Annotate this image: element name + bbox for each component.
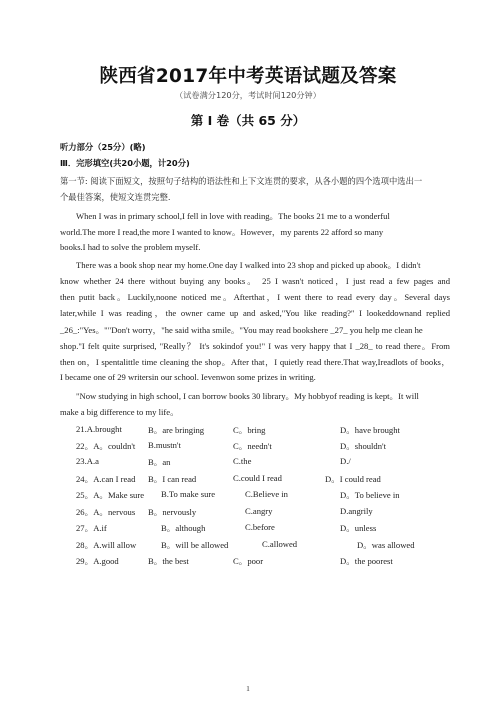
option-c: C。bring [233, 425, 266, 435]
passage-line: When I was in primary school,I fell in love with reading。The books 21 me to a wonderful [76, 211, 390, 221]
option-a: 26。A。nervous [76, 507, 136, 517]
option-c: C.could I read [233, 473, 282, 483]
option-c: C。poor [233, 556, 264, 566]
page-title: 陕西省2017年中考英语试题及答案 [99, 66, 397, 87]
option-d: D。shouldn't [340, 441, 386, 451]
exam-info: （试卷满分120分，考试时间120分钟） [175, 90, 321, 100]
option-a: 22。A。couldn't [76, 441, 136, 451]
passage-line: world.The more I read,the more I wanted to know。However，my parents 22 afford so many [60, 227, 384, 237]
option-b: B。will be allowed [161, 540, 229, 550]
option-c: C.the [233, 456, 252, 466]
passage-line: There was a book shop near my home.One day I walked into 23 shop and picked up abook。I didn't [76, 260, 421, 270]
passage-line: books.I had to solve the problem myself. [60, 242, 201, 252]
passage-line: then putit back。Luckily,noone noticed me。Afterthat，I went there to read every day。Several days [60, 292, 450, 302]
listening-heading: 听力部分（25分）(略) [60, 142, 146, 152]
option-a: 28。A.will allow [76, 540, 137, 550]
option-c: C.before [245, 522, 275, 532]
section-title: 第 I 卷（共 65 分） [190, 113, 306, 128]
passage-line: I became one of 29 writersin our school. Ievenwon some prizes in writing. [60, 372, 316, 382]
passage-line: then on，I spentalittle time cleaning the shop。After that，I quietly read there.That way,Ireadlots of books， [60, 357, 450, 367]
option-d: D。I could read [325, 474, 381, 484]
option-d: D。have brought [340, 425, 400, 435]
option-b: B。an [148, 457, 171, 467]
option-b: B.To make sure [161, 489, 216, 499]
option-d: D.angrily [340, 506, 373, 516]
option-b: B。the best [148, 556, 189, 566]
passage-line: know whether 24 there without buying any books。 25 I wasn't noticed，I just read a few pages and [60, 276, 450, 286]
option-b: B。although [161, 523, 206, 533]
option-c: C.allowed [262, 539, 298, 549]
instruction-line: 第一节: 阅读下面短文，按照句子结构的语法性和上下文连贯的要求，从各小题的四个选项中选出一 [60, 176, 423, 186]
option-a: 24。A.can I read [76, 474, 136, 484]
option-a: 21.A.brought [76, 424, 122, 434]
option-c: C.angry [245, 506, 273, 516]
option-a: 29。A.good [76, 556, 119, 566]
cloze-heading: Ⅲ．完形填空(共20小题，计20分) [60, 158, 190, 168]
page-number: 1 [246, 684, 250, 693]
option-c: C.Believe in [245, 489, 288, 499]
passage-line: "Now studying in high school, I can borrow books 30 library。My hobbyof reading is kept。It will [76, 391, 419, 401]
option-d: D。To believe in [340, 490, 400, 500]
passage-line: later,while I was reading，the owner came up and asked,"You like reading?" I lookeddownand replied [60, 308, 450, 318]
option-b: B.mustn't [148, 440, 181, 450]
option-b: B。I can read [148, 474, 197, 484]
passage-line: make a big difference to my life。 [60, 407, 179, 417]
option-c: C。needn't [233, 441, 272, 451]
instruction-line: 个最佳答案，使短文连贯完整. [60, 192, 171, 202]
passage-line: _26_:"Yes。""Don't worry，"he said witha smile。"You may read bookshere _27_ you help me clean he [60, 325, 423, 335]
passage-line: shop."I felt quite surprised, "Really？ It's sokindof you!" I was very happy that I _28_ to read there。From [60, 341, 450, 351]
option-d: D。unless [340, 523, 377, 533]
option-d: D。was allowed [357, 540, 415, 550]
option-b: B。are bringing [148, 425, 205, 435]
option-d: D./ [340, 456, 351, 466]
option-d: D。the poorest [340, 556, 393, 566]
option-a: 23.A.a [76, 456, 99, 466]
option-b: B。nervously [148, 507, 197, 517]
option-a: 27。A.if [76, 523, 107, 533]
option-a: 25。A。Make sure [76, 490, 145, 500]
